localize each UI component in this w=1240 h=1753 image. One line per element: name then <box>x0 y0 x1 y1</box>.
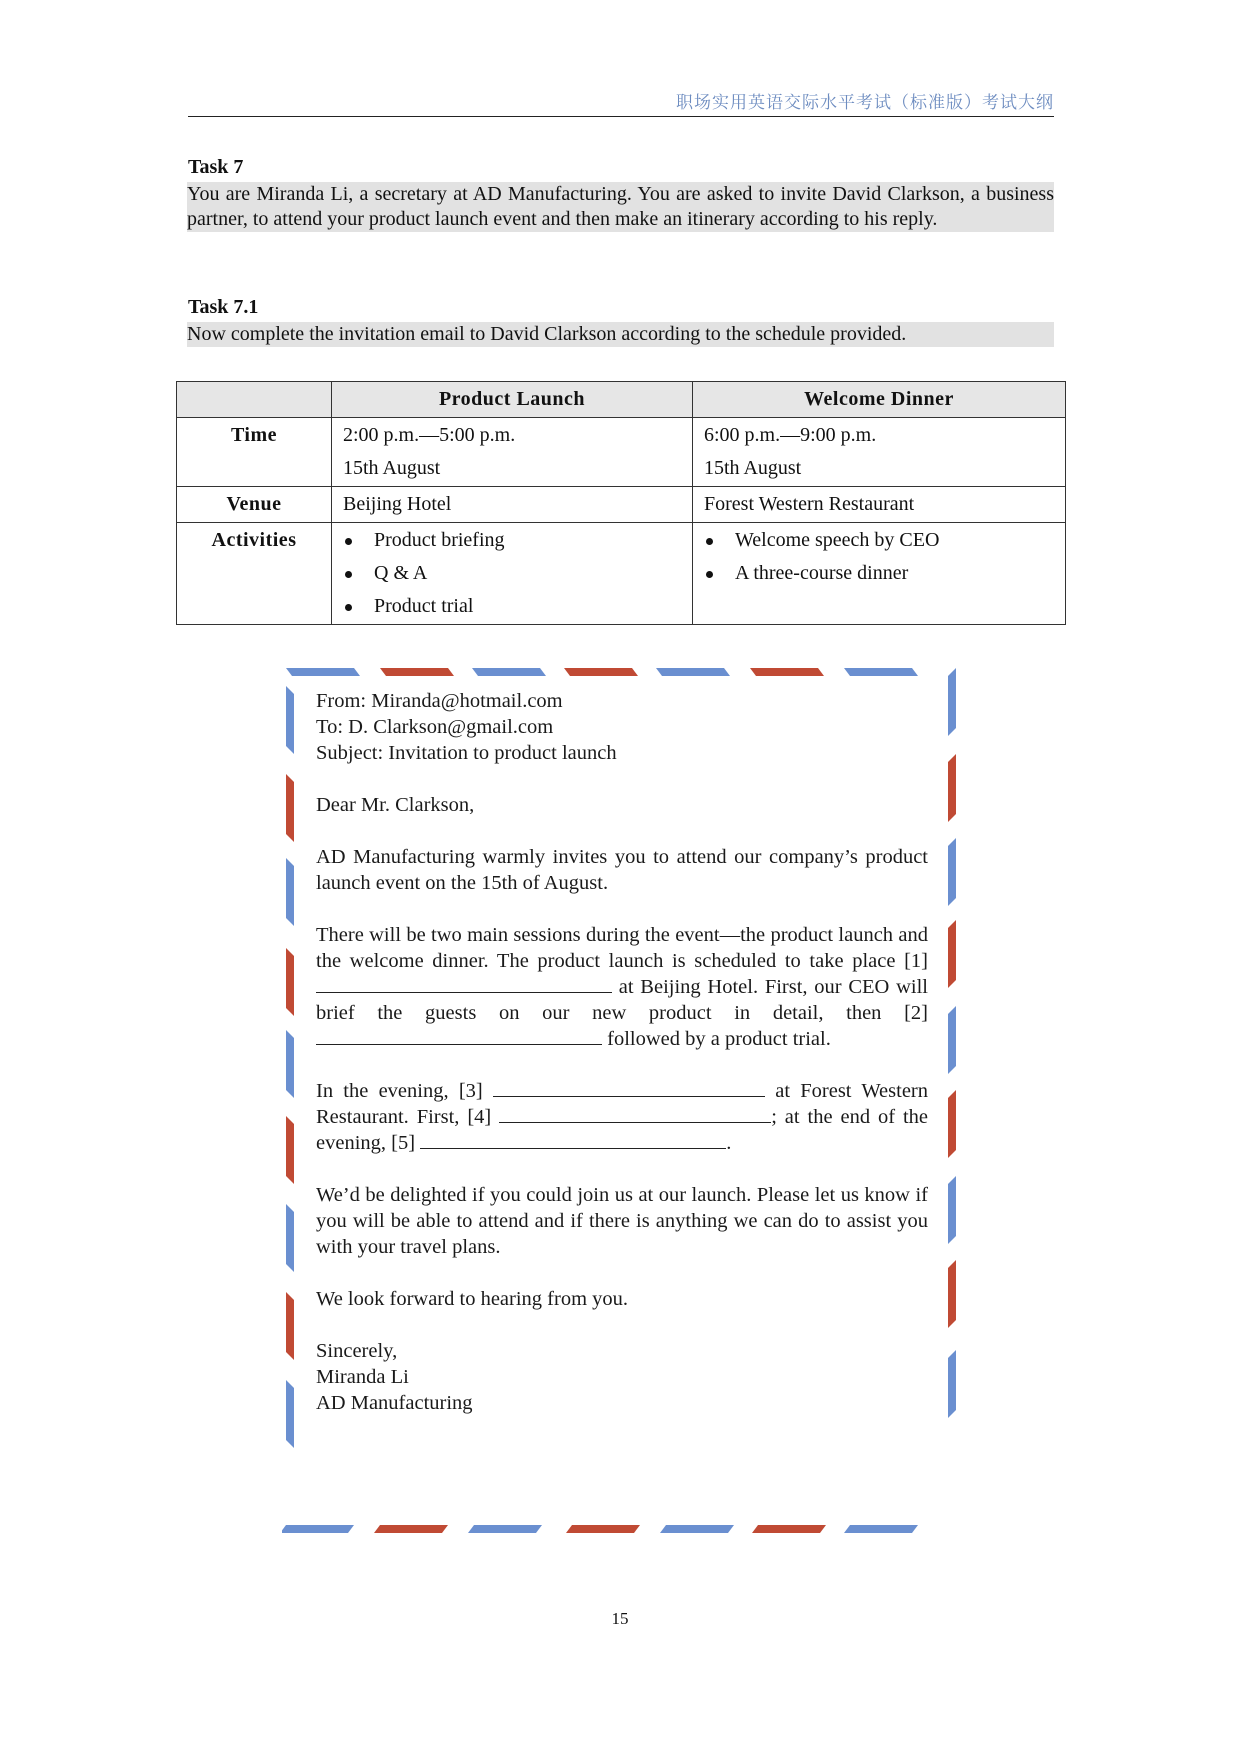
top-stripe <box>286 668 360 676</box>
email-paragraph-5: We look forward to hearing from you. <box>316 1288 629 1310</box>
left-stripe <box>286 1204 294 1272</box>
page-number: 15 <box>611 1609 629 1628</box>
right-stripe <box>948 668 956 736</box>
email-closing: Sincerely, <box>316 1340 398 1362</box>
task-7-instructions: You are Miranda Li, a secretary at AD Manufacturing. You are asked to invite David Clarkson, a business partner, to attend your product launch event and then make an itinerary according to his reply. <box>187 183 1054 230</box>
schedule-table <box>176 381 1066 625</box>
bottom-stripe <box>282 1525 354 1533</box>
email-paragraph-4: We’d be delighted if you could join us at our launch. Please let us know if you will be able to attend and if there is anything we can do to assist you with your travel plans. <box>316 1184 928 1258</box>
task-7-title: Task 7 <box>188 156 244 178</box>
blank-4-label: [4] <box>467 1106 492 1128</box>
airmail-envelope <box>282 662 962 1537</box>
list-item: Product briefing <box>333 524 691 557</box>
launch-activities-cell <box>332 523 693 625</box>
venue-row <box>177 487 1066 523</box>
task-7-1-instructions: Now complete the invitation email to David Clarkson according to the schedule provided. <box>187 322 1054 347</box>
left-stripe <box>286 1116 294 1184</box>
blank-3-field[interactable] <box>493 1078 765 1097</box>
page-header: 职场实用英语交际水平考试（标准版）考试大纲 <box>188 88 1054 117</box>
dinner-time-cell <box>693 418 1066 487</box>
bottom-stripe <box>752 1525 826 1533</box>
blank-3-label: [3] <box>458 1080 483 1102</box>
dinner-time: 6:00 p.m.—9:00 p.m. <box>704 424 877 446</box>
top-stripe <box>656 668 730 676</box>
left-stripe <box>286 858 294 926</box>
blank-5-field[interactable] <box>420 1130 726 1149</box>
welcome-dinner-header: Welcome Dinner <box>693 382 1066 418</box>
bottom-stripe <box>660 1525 734 1533</box>
activities-row <box>177 523 1066 625</box>
list-item: Q & A <box>333 557 691 590</box>
signature-name: Miranda Li <box>316 1366 409 1388</box>
signature-company: AD Manufacturing <box>316 1392 473 1414</box>
top-stripe <box>380 668 454 676</box>
right-stripe <box>948 1006 956 1074</box>
paragraph-text: . <box>726 1132 732 1154</box>
left-stripe <box>286 1030 294 1098</box>
email-from: From: Miranda@hotmail.com <box>316 690 563 712</box>
schedule-header-row <box>177 382 1066 418</box>
blank-2-label: [2] <box>904 1002 929 1024</box>
right-stripe <box>948 1260 956 1328</box>
launch-time-cell <box>332 418 693 487</box>
bottom-stripe <box>566 1525 640 1533</box>
right-stripe <box>948 754 956 822</box>
product-launch-header: Product Launch <box>332 382 693 418</box>
paragraph-text: There will be two main sessions during the event—the product launch and the welcome dinner. The product launch is scheduled to take place <box>316 924 928 972</box>
paragraph-text: at Beijing Hotel. First, our CEO will brief the guests on our new product in detail, then <box>316 976 928 1024</box>
bottom-stripe <box>844 1525 918 1533</box>
task-7-1-title: Task 7.1 <box>188 296 259 318</box>
list-item: A three-course dinner <box>694 557 1064 590</box>
bottom-stripe <box>468 1525 542 1533</box>
bottom-stripe <box>374 1525 448 1533</box>
invitation-email <box>316 688 928 1416</box>
left-stripe <box>286 686 294 754</box>
launch-date: 15th August <box>343 457 441 479</box>
list-item: Welcome speech by CEO <box>694 524 1064 557</box>
time-row <box>177 418 1066 487</box>
paragraph-text: followed by a product trial. <box>607 1028 831 1050</box>
launch-time: 2:00 p.m.—5:00 p.m. <box>343 424 516 446</box>
dinner-date: 15th August <box>704 457 802 479</box>
right-stripe <box>948 1090 956 1158</box>
email-paragraph-1: AD Manufacturing warmly invites you to attend our company’s product launch event on the 15th of August. <box>316 846 928 894</box>
email-greeting: Dear Mr. Clarkson, <box>316 794 475 816</box>
left-stripe <box>286 774 294 842</box>
top-stripe <box>844 668 918 676</box>
email-paragraph-2 <box>316 922 928 1052</box>
time-label: Time <box>177 418 332 487</box>
top-stripe <box>564 668 638 676</box>
email-to: To: D. Clarkson@gmail.com <box>316 716 554 738</box>
blank-4-field[interactable] <box>499 1104 771 1123</box>
dinner-venue: Forest Western Restaurant <box>693 487 1066 523</box>
right-stripe <box>948 1176 956 1244</box>
left-stripe <box>286 1380 294 1448</box>
paragraph-text: at Forest Western Restaurant. First, <box>316 1080 929 1128</box>
dinner-activities-cell <box>693 523 1066 625</box>
blank-1-field[interactable] <box>316 974 612 993</box>
email-subject: Subject: Invitation to product launch <box>316 742 617 764</box>
right-stripe <box>948 920 956 988</box>
email-paragraph-3 <box>316 1078 928 1156</box>
top-stripe <box>472 668 546 676</box>
launch-activities-list <box>333 524 691 623</box>
paragraph-text: ; at the end of the evening, <box>316 1106 929 1154</box>
blank-1-label: [1] <box>904 950 928 972</box>
left-stripe <box>286 1292 294 1360</box>
left-stripe <box>286 948 294 1016</box>
schedule-corner-cell <box>177 382 332 418</box>
blank-5-label: [5] <box>391 1132 416 1154</box>
blank-2-field[interactable] <box>316 1026 602 1045</box>
venue-label: Venue <box>177 487 332 523</box>
paragraph-text: In the evening, <box>316 1080 449 1102</box>
right-stripe <box>948 838 956 906</box>
top-stripe <box>750 668 824 676</box>
activities-label: Activities <box>177 523 332 625</box>
right-stripe <box>948 1350 956 1418</box>
dinner-activities-list <box>694 524 1064 590</box>
list-item: Product trial <box>333 590 691 623</box>
launch-venue: Beijing Hotel <box>332 487 693 523</box>
